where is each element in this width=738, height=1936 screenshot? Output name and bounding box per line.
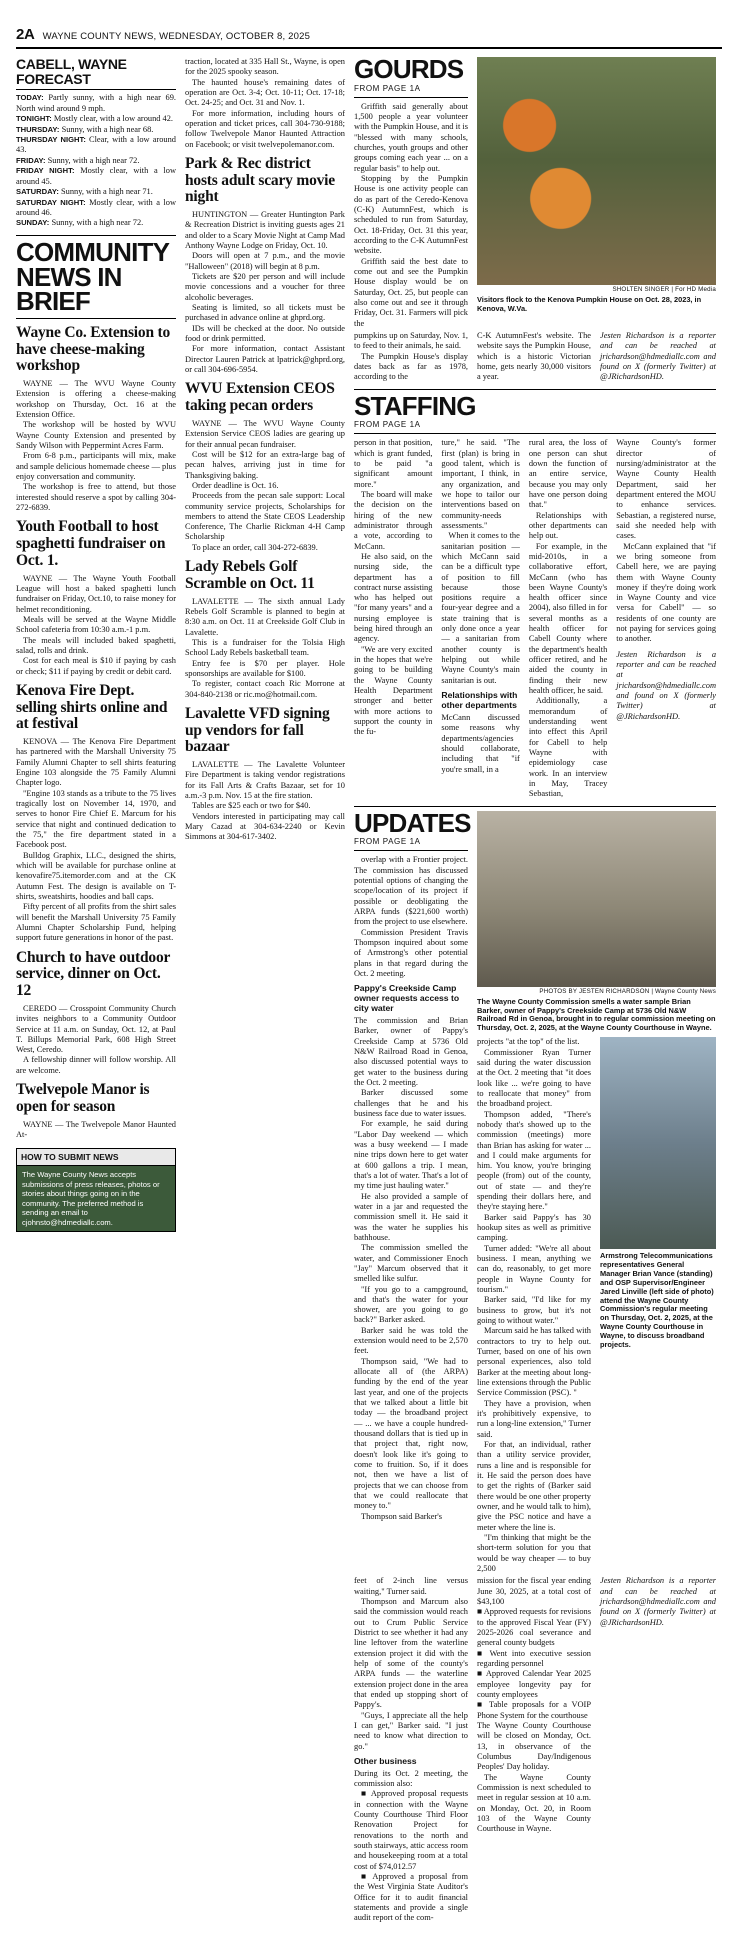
forecast-day: SUNDAY: bbox=[16, 218, 50, 228]
forecast-text: Sunny, with a high near 72. bbox=[45, 155, 140, 165]
story-headline-twelvepole: Twelvepole Manor is open for season bbox=[16, 1081, 150, 1115]
story-paragraph: McCann explained that "if we bring someone from Cabell here, we are paying them with Wayne County money if they're doing work in Wayne County and vice versa for Cabell" — so residents of one county are not paying for services going to another. bbox=[616, 541, 717, 644]
story-paragraph: WAYNE — The WVU Wayne County Extension Service CEOS ladies are gearing up for their annual pecan fundraiser. bbox=[185, 418, 345, 449]
story-paragraph: mission for the fiscal year ending June 30, 2025, at a total cost of $43,100 bbox=[477, 1576, 591, 1606]
reporter-tagline: Jesten Richardson is a reporter and can be reached at jrichardson@hdmediallc.com and found on X (formerly Twitter) at @JRichardsonHD. bbox=[600, 1576, 716, 1627]
story-paragraph: HUNTINGTON — Greater Huntington Park & Recreation District is inviting guests ages 21 and older to a Scary Movie Night at Camp Mad Anthony Wayne Lodge on Friday, Oct. 10. bbox=[185, 210, 345, 251]
submit-box-title: HOW TO SUBMIT NEWS bbox=[17, 1149, 175, 1166]
story-paragraph: Turner added: "We're all about business. I mean, anything we can do, reasonably, to get more people in Wayne County for tourism." bbox=[477, 1243, 591, 1295]
story-paragraph: The board will make the decision on the hiring of the new administrator through a vote, according to McCann. bbox=[354, 489, 433, 551]
story-paragraph: The Wayne County Commission is next scheduled to meet in regular session at 10 a.m. on Monday, Oct. 20, in Room 103 of the Wayne County Courthouse in Wayne. bbox=[477, 1772, 591, 1834]
staffing-subhead: Relationships with other departments bbox=[441, 690, 518, 710]
story-paragraph: "I'm thinking that might be the short-term solution for you that would be way cheaper — to buy 2,500 bbox=[477, 1532, 591, 1573]
story-paragraph: When it comes to the sanitarian position — which McCann said can be a difficult type of position to fill because those positions require a four-year degree and a state training that is only done once a year — a sanitarian from another county is helping out while Wayne County's main sanitarian is out. bbox=[441, 531, 520, 685]
story-paragraph: person in that position, which is grant funded, to be paid "a significant amount more." bbox=[354, 438, 433, 489]
story-paragraph: Relationships with other departments can help out. bbox=[528, 510, 608, 541]
story-paragraph: Wayne County's former director of nursing/administrator at the Wayne County Health Department, said her department entered the MOU to enhance services. Sebastian, a registered nurse, said she needed help with cases. bbox=[616, 438, 717, 541]
story-paragraph: IDs will be checked at the door. No outside food or drink permitted. bbox=[185, 323, 345, 344]
commission-water-sample-photo bbox=[477, 811, 716, 987]
story-paragraph: For more information, including hours of operation and ticket prices, call 304-730-9188; follow Twelvepole Manor Haunted Attraction on Facebook; or visit twelvepolemanor.com. bbox=[185, 108, 345, 149]
story-paragraph: Entry fee is $70 per player. Hole sponsorships are available for $100. bbox=[185, 658, 345, 678]
staffing-columns bbox=[354, 438, 716, 799]
photo-caption: Armstrong Telecommunications representatives General Manager Brian Vance (standing) and OSP Supervisor/Engineer Jared Linville (left side of photo) attend the Wayne County Commission's regular meeting on Thursday, Oct. 2, 2025, at the Wayne County Courthouse in Wayne, to discuss broadband projects. bbox=[600, 1251, 714, 1349]
story-paragraph: Tickets are $20 per person and will include movie concessions and a voucher for three alcoholic beverages. bbox=[185, 272, 345, 302]
forecast-day: THURSDAY NIGHT: bbox=[16, 135, 86, 145]
story-paragraph: ■ Table proposals for a VOIP Phone System for the courthouse bbox=[477, 1700, 591, 1720]
story-paragraph: For example, he said during "Labor Day weekend — which was a busy weekend — I made nine trips down here to get water at 600 gallons a trip. I mean, that's a lot of water. That's a lot of my time just hauling water." bbox=[354, 1119, 468, 1191]
forecast-text: Mostly clear, with a low around 42. bbox=[51, 114, 174, 124]
forecast-day: FRIDAY: bbox=[16, 155, 46, 165]
column-two bbox=[185, 57, 345, 843]
photo-caption: The Wayne County Commission smells a water sample Brian Barker, owner of Pappy's Creekside Camp at 5736 Old N&W Railroad Rd in Genoa, brought in to regular commission meeting on Thursday, Oct. 2, 2025, at the Wayne County Courthouse in Wayne. bbox=[477, 996, 716, 1033]
story-paragraph: Order deadline is Oct. 16. bbox=[192, 480, 279, 490]
reporter-tagline: Jesten Richardson is a reporter and can be reached at jrichardson@hdmediallc.com and found on X (formerly Twitter) at @JRichardsonHD. bbox=[600, 330, 716, 382]
story-paragraph: ■ Approved Calendar Year 2025 employee longevity pay for county employees bbox=[477, 1669, 591, 1699]
story-paragraph: Griffith said the best date to come out and see the Pumpkin House display would be on Saturday, Oct. 25, but people can also come out and see it through Friday, Oct. 31. Farmers will pick the bbox=[354, 256, 468, 328]
community-brief-title-line2: NEWS IN BRIEF bbox=[16, 261, 122, 317]
updates-bottom-block bbox=[354, 1576, 716, 1923]
story-paragraph: Cost will be $12 for an extra-large bag of pecan halves, arriving just in time for Thanksgiving baking. bbox=[185, 449, 345, 480]
forecast-list bbox=[16, 93, 176, 228]
story-paragraph: pumpkins up on Saturday, Nov. 1, to feed to their animals, he said. bbox=[354, 330, 468, 351]
story-paragraph: WAYNE — The WVU Wayne County Extension is offering a cheese-making workshop on Thursday, Oct. 16 at the Extension Office. bbox=[16, 379, 176, 420]
story-paragraph: ■ Approved a proposal from the West Virginia State Auditor's Office for it to audit financial statements and provide a single audit report of the com- bbox=[354, 1872, 468, 1923]
updates-photo-col bbox=[477, 811, 716, 1575]
updates-photo2-col bbox=[600, 1037, 716, 1574]
photo-credit: PHOTOS BY JESTEN RICHARDSON | Wayne County News bbox=[539, 987, 716, 995]
photo-caption: Visitors flock to the Kenova Pumpkin House on Oct. 28, 2023, in Kenova, W.Va. bbox=[477, 295, 702, 313]
updates-col-4 bbox=[477, 1576, 591, 1923]
story-paragraph: He also said, on the nursing side, the department has a contract nurse assisting who has helped out "for many years" and a nursing employee is being hired through an agency. bbox=[354, 551, 433, 644]
story-paragraph: feet of 2-inch line versus waiting," Turner said. bbox=[354, 1576, 468, 1596]
story-paragraph: Seating is limited, so all tickets must be purchased in advance online at ghprd.org. bbox=[185, 303, 345, 323]
story-paragraph: The meals will included baked spaghetti, salad, rolls and drink. bbox=[16, 635, 176, 655]
gourds-bottom-block bbox=[354, 331, 716, 383]
gourds-text-block bbox=[354, 54, 468, 329]
forecast-text: Clear, with a low around 43. bbox=[16, 135, 176, 155]
updates-head-col bbox=[354, 807, 471, 1522]
story-paragraph: The workshop is free to attend, but those interested should reserve a spot by calling 304-272-6839. bbox=[16, 482, 176, 513]
story-paragraph: To register, contact coach Ric Morrone at 304-840-2138 or ric.mo@hotmail.com. bbox=[185, 679, 345, 699]
photo-credit: SHOLTEN SINGER | For HD Media bbox=[612, 286, 716, 293]
story-paragraph: Barker said he was told the extension would need to be 2,570 feet. bbox=[354, 1325, 468, 1356]
story-paragraph: Barker discussed some challenges that he and his business face due to water issues. bbox=[354, 1088, 468, 1118]
gourds-col2 bbox=[354, 331, 468, 383]
story-paragraph: Meals will be served at the Wayne Middle School cafeteria from 10:30 a.m.-1 p.m. bbox=[16, 614, 176, 635]
story-paragraph: "We are very excited in the hopes that we're going to be building the Wayne County Health Department stronger and better with more actions to support the county in the fu- bbox=[354, 644, 433, 737]
updates-section-title: UPDATES bbox=[354, 807, 471, 838]
story-paragraph: They have a provision, when it's prohibitively expensive, to run a long-line extension," Turner said. bbox=[477, 1398, 591, 1439]
story-paragraph: Griffith said generally about 1,500 people a year volunteer with the Pumpkin House, and it is "blessed with many schools, churches, youth groups and other groups coming each year ... on a regular basis" to help out. bbox=[354, 101, 468, 173]
gourds-section-title: GOURDS bbox=[354, 54, 464, 84]
story-paragraph: From 6-8 p.m., participants will mix, make and sample delicious homemade cheese — plus enjoy conversation and community. bbox=[16, 451, 177, 482]
story-paragraph: Marcum said he has talked with contractors to try to help out. Turner, based on one of his own personal experiences, also told Barker at the meeting about long-line extensions through the Public Service Commission (PSC). " bbox=[477, 1326, 591, 1398]
column-one bbox=[16, 57, 176, 1232]
story-paragraph: rural area, the loss of one person can shut down the function of an entire service, because you may only have one person doing that." bbox=[528, 438, 608, 510]
story-paragraph: "If you go to a campground, and that's the water for your shower, are you going to go back?" Barker asked. bbox=[354, 1284, 468, 1325]
story-paragraph: "Guys, I appreciate all the help I can get," Barker said. "I just need to know what direction to go." bbox=[354, 1710, 468, 1751]
story-paragraph: Thompson and Marcum also said the commission would reach out to Crum Public Service District to see whether it had any line leftover from the waterline extension project it did with the help of some of the county's ARPA funds — the waterline extension project done in the area that ended up stopping short of Pappy's. bbox=[354, 1596, 468, 1710]
story-paragraph: CEREDO — Crosspoint Community Church invites neighbors to a Community Outdoor Service at 11 a.m. on Sunday, Oct. 12, at Paul T. Billups Memorial Park, 608 High Street West, Ceredo. bbox=[16, 1003, 176, 1055]
story-paragraph: WAYNE — The Wayne Youth Football League will host a baked spaghetti lunch fundraiser on Friday, Oct.10, to raise money for helmet reconditioning. bbox=[16, 573, 176, 614]
story-paragraph: Commission President Travis Thompson inquired about some of Armstrong's other potential plans in that regard during the Oct. 2 meeting. bbox=[354, 927, 468, 979]
story-headline-ceos-pecan: WVU Extension CEOS taking pecan orders bbox=[185, 380, 335, 415]
story-paragraph: During its Oct. 2 meeting, the commission also: bbox=[354, 1768, 468, 1789]
story-paragraph: Bulldog Graphix, LLC., designed the shirts, which will be available for purchase online at kenovafire75.itemorder.com and at the CK Autumn Fest. The design is available on T-shirts, sweatshirts, hoodies and ball caps. bbox=[16, 850, 176, 901]
armstrong-representatives-photo bbox=[600, 1037, 716, 1249]
story-paragraph: ■ Approved requests for revisions to the approved Fiscal Year (FY) 2025-2026 coal severance and general county budgets bbox=[477, 1607, 591, 1648]
story-headline-lady-rebels: Lady Rebels Golf Scramble on Oct. 11 bbox=[185, 558, 315, 592]
story-paragraph: The Wayne County Courthouse will be closed on Monday, Oct. 13, in observance of the Columbus Day/Indigenous Peoples' Day holiday. bbox=[477, 1720, 591, 1772]
page-columns bbox=[16, 54, 722, 1924]
forecast-day: THURSDAY: bbox=[16, 124, 60, 134]
story-paragraph: Vendors interested in participating may call Mary Cazad at 304-634-2240 or Kevin Simmons at 304-617-3402. bbox=[185, 811, 345, 842]
story-paragraph: projects "at the top" of the list. bbox=[477, 1037, 580, 1047]
story-headline-cheese: Wayne Co. Extension to have cheese-making workshop bbox=[16, 323, 171, 375]
gourds-tagline-col bbox=[600, 331, 716, 383]
column-three bbox=[354, 54, 717, 1924]
story-paragraph: ■ Approved proposal requests in connection with the Wayne County Courthouse Third Floor Renovation Project for renovations to the north and south stairways, attic access room and housekeeping room at a total cost of $74,012.57 bbox=[354, 1789, 468, 1871]
story-headline-kenova-fire: Kenova Fire Dept. selling shirts online and at festival bbox=[16, 681, 168, 733]
story-paragraph: Barker said, "I'd like for my business to grow, but it's not going to without water." bbox=[477, 1295, 591, 1326]
updates-mid-block bbox=[477, 1037, 716, 1574]
story-paragraph: A fellowship dinner will follow worship. All are welcome. bbox=[16, 1055, 176, 1075]
staffing-jump-line: FROM PAGE 1A bbox=[354, 420, 421, 430]
updates-top-block bbox=[354, 807, 716, 1575]
updates-subhead-other-business: Other business bbox=[354, 1755, 417, 1766]
updates-subhead-pappys: Pappy's Creekside Camp owner requests access to city water bbox=[354, 983, 460, 1014]
staffing-col-3 bbox=[529, 438, 607, 799]
story-headline-lavalette-vfd: Lavalette VFD signing up vendors for fall bazaar bbox=[185, 704, 330, 756]
updates-article bbox=[354, 807, 716, 1924]
story-paragraph: overlap with a Frontier project. The commission has discussed potential options of changing the scope/location of its project if possible or deobligating the ARPA funds ($221,600 worth) from the project to use elsewhere. bbox=[354, 855, 468, 927]
forecast-text: Sunny, with a high near 68. bbox=[59, 124, 154, 134]
updates-jump-line: FROM PAGE 1A bbox=[354, 837, 421, 847]
forecast-text: Mostly clear, with a low around 46. bbox=[16, 197, 176, 218]
masthead bbox=[16, 0, 722, 49]
story-paragraph: Stopping by the Pumpkin House is one activity people can do as part of the Ceredo-Kenova (C-K) AutumnFest, which is scheduled to run from Saturday, Oct. 18-Friday, Oct. 31 this year, according to the C-K AutumnFest website. bbox=[354, 173, 468, 256]
updates-tagline-col bbox=[600, 1576, 716, 1923]
masthead-slug: WAYNE COUNTY NEWS, WEDNESDAY, OCTOBER 8, 2025 bbox=[42, 30, 311, 42]
forecast-text: Mostly clear, with a low around 45. bbox=[16, 166, 176, 186]
story-paragraph: He also provided a sample of water in a jar and requested the commission smell it. He said it was the water he supplies his bathhouse. bbox=[354, 1191, 468, 1242]
story-paragraph: This is a fundraiser for the Tolsia High School Lady Rebels basketball team. bbox=[185, 637, 345, 658]
gourds-jump-line: FROM PAGE 1A bbox=[354, 83, 421, 93]
story-paragraph: For example, in the mid-2010s, in a collaborative effort, McCann (who has been Wayne County's health officer since 2004), also filled in for several months as a health officer for Cabell County where the department's health officer retired, and he aided the county in finding their new health officer, he said. bbox=[528, 541, 608, 696]
forecast-text: Sunny, with a high near 72. bbox=[49, 218, 144, 228]
story-paragraph: KENOVA — The Kenova Fire Department has partnered with the Marshall University 75 Family Alumni Chapter to sell shirts featuring Engine 103 alongside the 75 Family Alumni Chapter logo. bbox=[16, 737, 176, 788]
folio-number: 2A bbox=[16, 26, 35, 43]
story-paragraph: traction, located at 335 Hall St., Wayne, is open for the 2025 spooky season. bbox=[185, 57, 345, 77]
gourds-col3 bbox=[477, 331, 591, 383]
forecast-heading: CABELL, WAYNE FORECAST bbox=[16, 56, 127, 87]
forecast-day: SATURDAY NIGHT: bbox=[16, 197, 86, 207]
story-paragraph: The haunted house's remaining dates of operation are Oct. 3-4; Oct. 10-11; Oct. 17-18; Oct. 24-25; and Oct. 31 and Nov. 1. bbox=[185, 77, 345, 108]
story-headline-scary-movie: Park & Rec district hosts adult scary movie night bbox=[185, 154, 335, 206]
staffing-col-1 bbox=[354, 438, 432, 799]
story-paragraph: LAVALETTE — The Lavalette Volunteer Fire Department is taking vendor registrations for its Fall Arts & Crafts Bazaar, set for 10 a.m.-3 p.m. Nov. 15 at the fire station. bbox=[185, 760, 345, 801]
story-paragraph: Thompson said Barker's bbox=[361, 1511, 443, 1521]
story-paragraph: Commissioner Ryan Turner said during the water discussion at the Oct. 2 meeting that "it does look like ... we're going to have to reallocate that money" from the broadband project. bbox=[477, 1047, 591, 1109]
story-paragraph: Cost for each meal is $10 if paying by cash or check; $11 if paying by credit or debit card. bbox=[16, 656, 176, 676]
story-paragraph: Doors will open at 7 p.m., and the movie "Halloween" (2018) will begin at 8 p.m. bbox=[185, 251, 345, 271]
community-brief-title-line1: COMMUNITY bbox=[16, 236, 170, 267]
forecast-day: TONIGHT: bbox=[16, 114, 52, 124]
story-paragraph: The commission and Brian Barker, owner of Pappy's Creekside Camp at 5736 Old N&W Railroad Road in Genoa, also discussed potential ways to get water to the business during the Oct. 2 meeting. bbox=[354, 1015, 468, 1087]
forecast-text: Partly sunny, with a high near 69. North wind around 9 mph. bbox=[16, 93, 176, 113]
story-paragraph: Tables are $25 each or two for $40. bbox=[192, 801, 311, 811]
forecast-day: TODAY: bbox=[16, 93, 44, 103]
pumpkin-house-photo bbox=[477, 57, 716, 285]
story-paragraph: Barker said Pappy's has 30 hookup sites as well as primitive camping. bbox=[477, 1212, 591, 1243]
reporter-tagline: Jesten Richardson is a reporter and can be reached at jrichardson@hdmediallc.com and found on X (formerly Twitter) at @JRichardsonHD. bbox=[616, 649, 717, 721]
submit-box-text: The Wayne County News accepts submissions of press releases, photos or stories about things going on in the community. The preferred method is sending an email to cjohnsto@hdmediallc.com. bbox=[17, 1166, 175, 1231]
gourds-photo-block bbox=[477, 57, 716, 318]
forecast-day: SATURDAY: bbox=[16, 187, 59, 197]
story-paragraph: ■ Went into executive session regarding personnel bbox=[477, 1648, 591, 1668]
staffing-article bbox=[354, 390, 717, 800]
story-paragraph: Additionally, a memorandum of understanding went into effect this April for Cabell to help Wayne with epidemiology case work. In an interview in May, Tracey Sebastian, bbox=[528, 696, 608, 799]
story-paragraph: ture," he said. "The first (plan) is bring in good talent, which is important, I think, in any organization, and we hope to tailor our interventions based on community-needs assessments." bbox=[441, 438, 520, 530]
story-paragraph: Thompson added, "There's nobody that's showed up to the commission (meetings) more than Brian has asking for water ... and I could make arguments for him. You know, you're bringing people (from) out of the county, out of state — and they're spending their dollars here, and they're staying here." bbox=[477, 1109, 591, 1212]
story-paragraph: McCann discussed some reasons why departments/agencies should collaborate, including that "if you're small, in a bbox=[441, 712, 520, 774]
story-paragraph: WAYNE — The Twelvepole Manor Haunted At- bbox=[16, 1119, 176, 1139]
story-headline-church: Church to have outdoor service, dinner on Oct. 12 bbox=[16, 948, 170, 1000]
staffing-col-2 bbox=[441, 438, 519, 799]
forecast-text: Sunny, with a high near 71. bbox=[58, 187, 153, 197]
story-paragraph: "Engine 103 stands as a tribute to the 75 lives tragically lost on November 14, 1970, and serves to honor Fire Chief E. Marcum for his service that night and continued dedication to the 75," the fire department stated in a Facebook post. bbox=[16, 788, 176, 850]
story-paragraph: To place an order, call 304-272-6839. bbox=[192, 542, 318, 552]
updates-col-2 bbox=[477, 1037, 591, 1574]
story-paragraph: The workshop will be hosted by WVU Wayne County Extension and presented by Sandy Wilson with Peppermint Acres Farm. bbox=[16, 420, 176, 451]
staffing-col-4 bbox=[616, 438, 716, 799]
story-paragraph: Proceeds from the pecan sale support: Local community service projects, Scholarships for members to attend the State CEOS Leadership Conference, The Charlie Rickman 4-H Camp Scholarship bbox=[185, 491, 345, 542]
how-to-submit-box bbox=[16, 1148, 176, 1232]
story-paragraph: LAVALETTE — The sixth annual Lady Rebels Golf Scramble is planned to begin at 8:30 a.m. on Oct. 11 at Creekside Golf Club in Lavalette. bbox=[185, 596, 345, 637]
updates-col-3 bbox=[354, 1576, 468, 1923]
story-paragraph: C-K AutumnFest's website. The website says the Pumpkin House, which is a historic Victorian home, gets nearly 30,000 visitors a year. bbox=[477, 330, 591, 382]
story-paragraph: The Pumpkin House's display dates back as far as 1978, according to the bbox=[354, 351, 468, 382]
story-paragraph: The commission smelled the water, and Commissioner Enoch "Jay" Marcum observed that it smelled like sulfur. bbox=[354, 1243, 468, 1284]
story-paragraph: For more information, contact Assistant Director Lauren Patrick at lpatrick@ghprd.org, or call 304-696-5954. bbox=[185, 344, 345, 375]
story-paragraph: Fifty percent of all profits from the shirt sales will benefit the Marshall University 75 Family Alumni Chapter Scholarship Fund, helping support future generations in honor of the past. bbox=[16, 902, 176, 943]
story-headline-youth-football: Youth Football to host spaghetti fundraiser on Oct. 1. bbox=[16, 518, 166, 569]
staffing-section-title: STAFFING bbox=[354, 390, 476, 421]
story-paragraph: For that, an individual, rather than a utility service provider, runs a line and is responsible for it. He said the person does have to get the rights of (Barker said there would be one other property owner, and he would talk to him), give the PSC notice and have a meter where the line is. bbox=[477, 1440, 591, 1532]
gourds-top-block bbox=[354, 54, 716, 329]
story-paragraph: Thompson said, "We had to allocate all of (the ARPA) funding by the end of the year last year, and one of the projects that we talked about a little bit today — the broadband project — ... we have a couple hundred-thousand dollars that is tied up in that project that, right now, doesn't look like it's going to come to fruition. So, if it does not, then we have a list of projects that we can choose from that we could reallocate that money to." bbox=[354, 1356, 468, 1511]
forecast-day: FRIDAY NIGHT: bbox=[16, 166, 75, 176]
